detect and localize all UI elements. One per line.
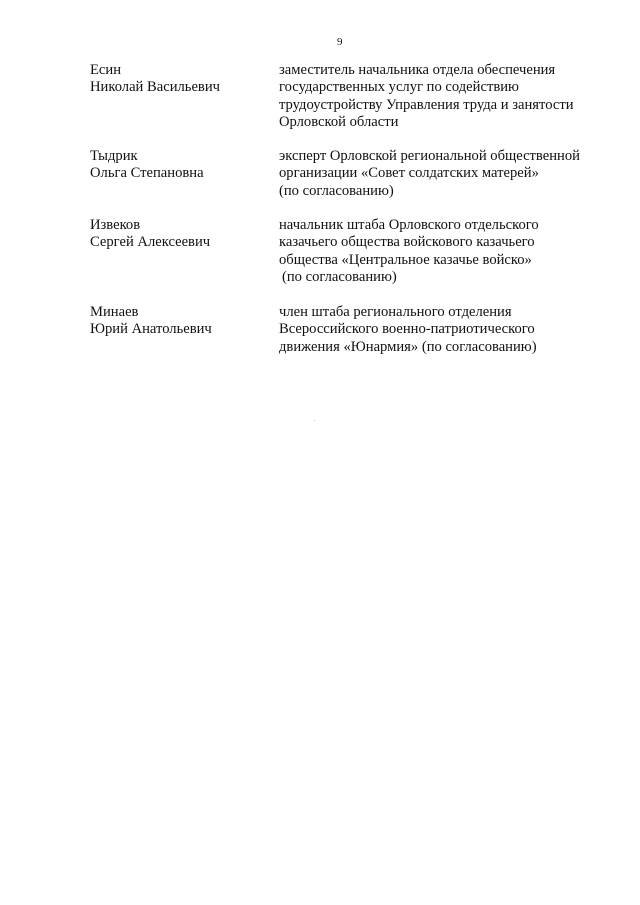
role-line: казачьего общества войскового казачьего <box>279 234 535 251</box>
member-surname: Тыдрик <box>90 148 138 164</box>
scan-artifact-dot <box>314 420 315 421</box>
member-name <box>90 148 270 183</box>
member-surname: Есин <box>90 62 122 78</box>
member-role <box>279 62 599 132</box>
role-line: эксперт Орловской региональной общественной <box>279 148 580 164</box>
member-given-names: Юрий Анатольевич <box>90 321 212 338</box>
member-given-names: Сергей Алексеевич <box>90 234 211 251</box>
role-line: трудоустройству Управления труда и занятости <box>279 96 574 113</box>
member-given-names: Николай Васильевич <box>90 79 220 96</box>
member-name <box>90 217 270 252</box>
role-line: заместитель начальника отдела обеспечения <box>279 62 556 78</box>
role-line: движения «Юнармия» (по согласованию) <box>279 338 537 355</box>
role-line: начальник штаба Орловского отдельского <box>279 217 539 233</box>
member-given-names: Ольга Степановна <box>90 165 204 182</box>
member-name <box>90 62 270 97</box>
role-line: Орловской области <box>279 114 399 131</box>
member-surname: Извеков <box>90 217 141 233</box>
role-line: организации «Совет солдатских матерей» <box>279 165 539 182</box>
role-line: Всероссийского военно-патриотического <box>279 321 535 338</box>
member-role <box>279 148 599 200</box>
page-number: 9 <box>337 36 343 48</box>
role-line: (по согласованию) <box>282 269 397 286</box>
member-surname: Минаев <box>90 304 139 320</box>
member-role <box>279 304 599 356</box>
role-line: (по согласованию) <box>279 182 394 199</box>
member-name <box>90 304 270 339</box>
member-role <box>279 217 599 287</box>
role-line: государственных услуг по содействию <box>279 79 519 96</box>
role-line: общества «Центральное казачье войско» <box>279 251 532 268</box>
role-line: член штаба регионального отделения <box>279 304 512 320</box>
